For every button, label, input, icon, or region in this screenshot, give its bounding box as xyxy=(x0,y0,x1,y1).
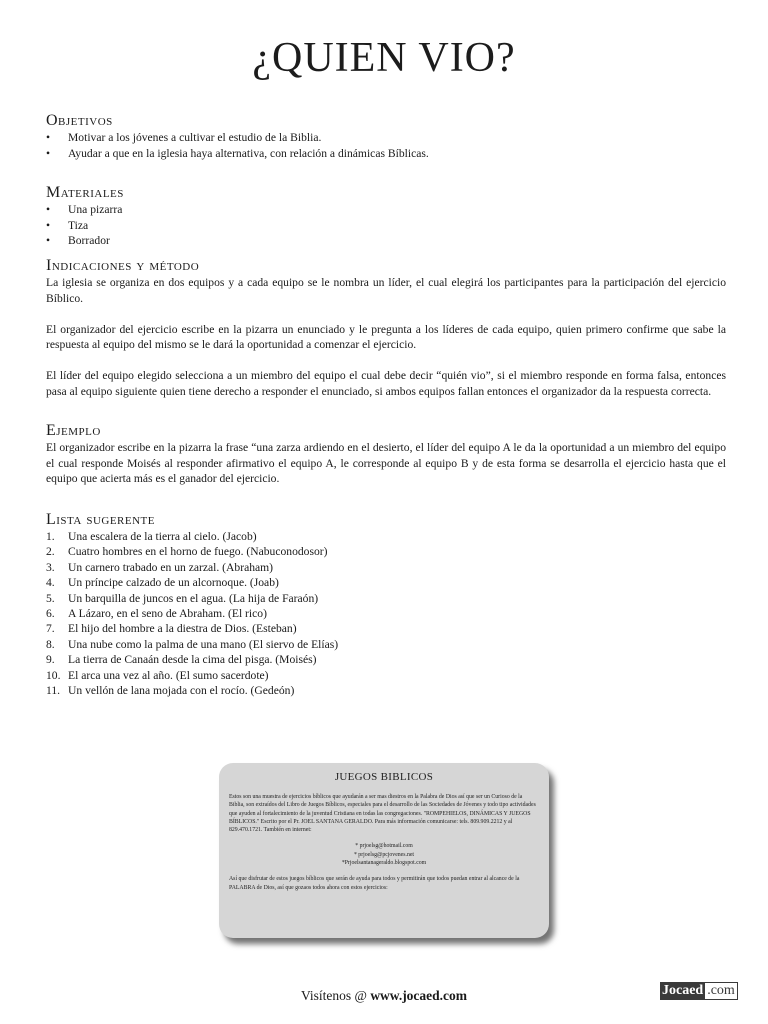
bullet-icon: • xyxy=(46,234,51,248)
list-item: 4. Un príncipe calzado de un alcornoque. (Joab) xyxy=(46,576,279,590)
list-item: 6. A Lázaro, en el seno de Abraham. (El rico) xyxy=(46,607,267,621)
bullet-icon: • xyxy=(46,203,51,216)
objetivos-list xyxy=(46,130,726,161)
list-item: 1. Una escalera de la tierra al cielo. (Jacob) xyxy=(46,530,257,543)
list-item: • Una pizarra xyxy=(46,203,123,216)
bullet-icon: • xyxy=(46,131,51,144)
objetivos-heading: Objetivos xyxy=(46,112,113,129)
list-item: 5. Un barquilla de juncos en el agua. (La hija de Faraón) xyxy=(46,591,319,605)
footer-link[interactable]: www.jocaed.com xyxy=(370,988,468,1003)
lista-list xyxy=(46,529,726,698)
promo-body xyxy=(229,793,539,892)
contact-email[interactable]: * prjoelsg@pcjovenes.net xyxy=(353,851,415,858)
list-item: 11. Un vellón de lana mojada con el rocío. (Gedeón) xyxy=(46,684,295,698)
list-item: 9. La tierra de Canaán desde la cima del pisga. (Moisés) xyxy=(46,653,317,667)
list-item: 7. El hijo del hombre a la diestra de Dios. (Esteban) xyxy=(46,622,297,636)
lista-heading: Lista sugerente xyxy=(46,511,155,528)
list-item: • Motivar a los jóvenes a cultivar el estudio de la Biblia. xyxy=(46,131,322,144)
list-item: 3. Un carnero trabado en un zarzal. (Abraham) xyxy=(46,560,274,574)
list-item: • Borrador xyxy=(46,234,110,248)
footer xyxy=(0,988,768,1004)
contact-blog[interactable]: *Prjoelsantanageraldo.blogspot.com xyxy=(341,860,427,867)
list-item: 8. Una nube como la palma de una mano (El siervo de Elías) xyxy=(46,637,339,651)
ejemplo-paragraph: El organizador escribe en la pizarra la frase “una zarza ardiendo en el desierto, el líder del equipo A le da la oportunidad a un miembro del equipo el cual responde Moisés al responder afirmativo el equipo A, le corresponde al equipo B y de esta forma se desarrolla el ejercicio hasta que el equipo que acierta más es el ganador del ejercicio. xyxy=(46,441,726,486)
indicaciones-heading: Indicaciones y método xyxy=(46,257,200,274)
indicaciones-paragraph: El líder del equipo elegido selecciona a un miembro del equipo el cual debe decir “quién vio”, si el miembro responde en forma falsa, entonces pasa al equipo siguiente quien tiene derecho a responder el enunciado, si ambos equipos fallan entonces el organizador da la respuesta correcta. xyxy=(46,369,726,398)
indicaciones-paragraph: La iglesia se organiza en dos equipos y a cada equipo se le nombra un líder, el cual elegirá los participantes para la participación del ejercicio Bíblico. xyxy=(46,276,726,305)
bullet-icon: • xyxy=(46,218,51,232)
promo-text: Estos son una muestra de ejercicios bíblicos que ayudarán a ser mas diestros en la Palabra de Dios así que ser un Curioso de la Biblia, son extraídos del Libro de Juegos Bíblicos, especiales para el desarrollo de las Sociedades de Jóvenes y todo tipo actividades que ayuden al fortalecimiento de la juventud Cristiana en todas las congregaciones. "ROMPEHIELOS, DINÁMICAS Y JUEGOS BÍBLICOS." Escrito por el Pr. JOEL SANTANA GERALDO. Para más información comunicarse: tels. 809.909.2212 y al 829.470.1721. También en internet: xyxy=(229,794,536,834)
list-item: • Tiza xyxy=(46,218,89,232)
materiales-heading: Materiales xyxy=(46,184,124,201)
list-item: 10. El arca una vez al año. (El sumo sacerdote) xyxy=(46,668,269,682)
section-objetivos xyxy=(46,112,726,161)
logo-part-2: .com xyxy=(705,982,738,1000)
contact-email[interactable]: * prjoelsg@hotmail.com xyxy=(355,843,413,850)
section-indicaciones xyxy=(46,257,726,400)
footer-prefix: Visítenos @ xyxy=(300,988,371,1003)
page-title: ¿QUIEN VIO? xyxy=(252,35,516,81)
promo-contacts xyxy=(229,842,539,867)
promo-title: JUEGOS BIBLICOS xyxy=(334,771,434,783)
list-item: 2. Cuatro hombres en el horno de fuego. (Nabuconodosor) xyxy=(46,545,328,559)
promo-closing: Así que disfrutar de estos juegos bíblicos que serán de ayuda para todos y permitirán que todos puedan entrar al alcance de la PALABRA de Dios, así que gozaos todos ahora con estos ejercicios: xyxy=(229,876,520,891)
materiales-list xyxy=(46,202,726,249)
ejemplo-heading: Ejemplo xyxy=(46,422,101,439)
list-item: • Ayudar a que en la iglesia haya alternativa, con relación a dinámicas Bíblicas. xyxy=(46,146,429,160)
section-ejemplo xyxy=(46,422,726,487)
jocaed-logo xyxy=(660,982,738,1000)
section-materiales xyxy=(46,184,726,249)
logo-part-1: Jocaed xyxy=(662,983,704,998)
indicaciones-paragraph: El organizador del ejercicio escribe en la pizarra un enunciado y le pregunta a los líderes de cada equipo, quien primero confirme que sabe la respuesta al equipo del mismo se le dará la oportunidad a comenzar el ejercicio. xyxy=(46,322,726,352)
bullet-icon: • xyxy=(46,146,51,160)
promo-box xyxy=(219,763,549,938)
section-lista xyxy=(46,511,726,698)
